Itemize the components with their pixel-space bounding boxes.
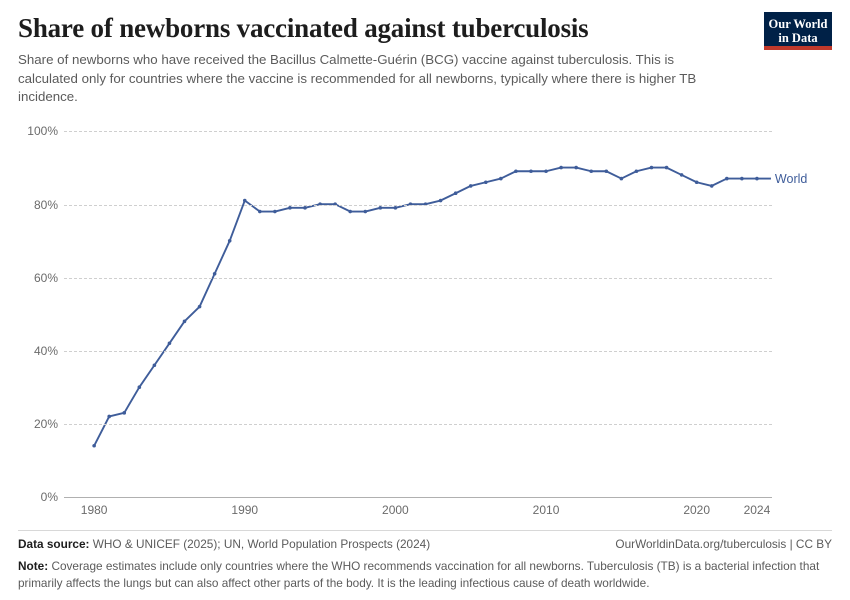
- owid-logo[interactable]: [764, 12, 832, 50]
- footer-note: [18, 558, 832, 592]
- data-point: [529, 170, 533, 174]
- data-point: [469, 184, 473, 188]
- data-point: [650, 166, 654, 170]
- chart-header: [18, 14, 832, 107]
- series-line-world: [94, 168, 757, 446]
- data-point: [740, 177, 744, 181]
- data-point: [198, 305, 202, 309]
- series-legend-label[interactable]: World: [774, 171, 808, 186]
- logo-line-1: Our World: [768, 17, 828, 31]
- data-point: [695, 181, 699, 185]
- data-point: [589, 170, 593, 174]
- data-point: [710, 184, 714, 188]
- data-point: [153, 364, 157, 368]
- data-point: [484, 181, 488, 185]
- logo-line-2: in Data: [778, 31, 818, 45]
- line-series-svg: [64, 131, 772, 497]
- x-axis-tick-label: 2024: [743, 503, 771, 518]
- data-point: [258, 210, 262, 214]
- chart-area: [18, 123, 832, 523]
- data-point: [228, 239, 232, 243]
- data-point: [138, 386, 142, 390]
- note-label: Note:: [18, 558, 49, 573]
- data-point: [213, 272, 217, 276]
- y-axis-tick-label: 20%: [33, 417, 58, 432]
- data-point: [680, 173, 684, 177]
- x-axis-tick-label: 1980: [80, 503, 108, 518]
- x-axis-tick-label: 2020: [683, 503, 711, 518]
- data-point: [499, 177, 503, 181]
- plot-region: [27, 124, 808, 518]
- data-point: [559, 166, 563, 170]
- data-point: [665, 166, 669, 170]
- data-point: [273, 210, 277, 214]
- data-source: [18, 537, 430, 551]
- y-axis-tick-label: 40%: [33, 343, 58, 358]
- y-axis-tick-label: 100%: [27, 124, 58, 139]
- data-point: [605, 170, 609, 174]
- data-point: [454, 192, 458, 196]
- data-point: [544, 170, 548, 174]
- data-point: [620, 177, 624, 181]
- gridline: [64, 351, 772, 352]
- gridline: [64, 278, 772, 279]
- chart-subtitle: Share of newborns who have received the Bacillus Calmette-Guérin (BCG) vaccine against tuberculosis. This is calculated only for countries where the vaccine is recommended for all newborns, typically where there is higher TB incidence.: [18, 51, 697, 105]
- data-point: [92, 444, 96, 448]
- x-axis-tick-label: 2010: [532, 503, 560, 518]
- chart-footer: [18, 530, 832, 592]
- source-link[interactable]: OurWorldinData.org/tuberculosis | CC BY: [615, 536, 832, 551]
- footer-divider: [18, 530, 832, 531]
- gridline: [64, 205, 772, 206]
- y-axis-tick-label: 60%: [33, 270, 58, 285]
- data-point: [725, 177, 729, 181]
- data-point: [107, 415, 111, 419]
- data-source-text: WHO & UNICEF (2025); UN, World Population Prospects (2024): [92, 536, 431, 551]
- gridline: [64, 424, 772, 425]
- data-point: [122, 411, 126, 415]
- y-axis-tick-label: 80%: [33, 197, 58, 212]
- x-axis-tick-label: 1990: [231, 503, 259, 518]
- data-point: [363, 210, 367, 214]
- data-point: [574, 166, 578, 170]
- data-point: [514, 170, 518, 174]
- x-axis-tick-label: 2000: [382, 503, 409, 518]
- gridline: [64, 497, 772, 498]
- data-point: [394, 206, 398, 210]
- data-point: [243, 199, 247, 203]
- data-point: [348, 210, 352, 214]
- gridline: [64, 131, 772, 132]
- data-point: [183, 320, 187, 324]
- data-point: [288, 206, 292, 210]
- data-point: [379, 206, 383, 210]
- page-title: Share of newborns vaccinated against tuberculosis: [18, 13, 589, 43]
- data-point: [168, 342, 172, 346]
- note-text: Coverage estimates include only countries where the WHO recommends vaccination for all newborns. Tuberculosis (TB) is a bacterial infection that primarily affects the lungs but can also affect other parts of the body. It is the leading infectious cause of death worldwide.: [18, 558, 820, 590]
- data-source-label: Data source:: [18, 536, 90, 551]
- data-point: [303, 206, 307, 210]
- y-axis-tick-label: 0%: [40, 490, 58, 505]
- data-point: [635, 170, 639, 174]
- data-point: [439, 199, 443, 203]
